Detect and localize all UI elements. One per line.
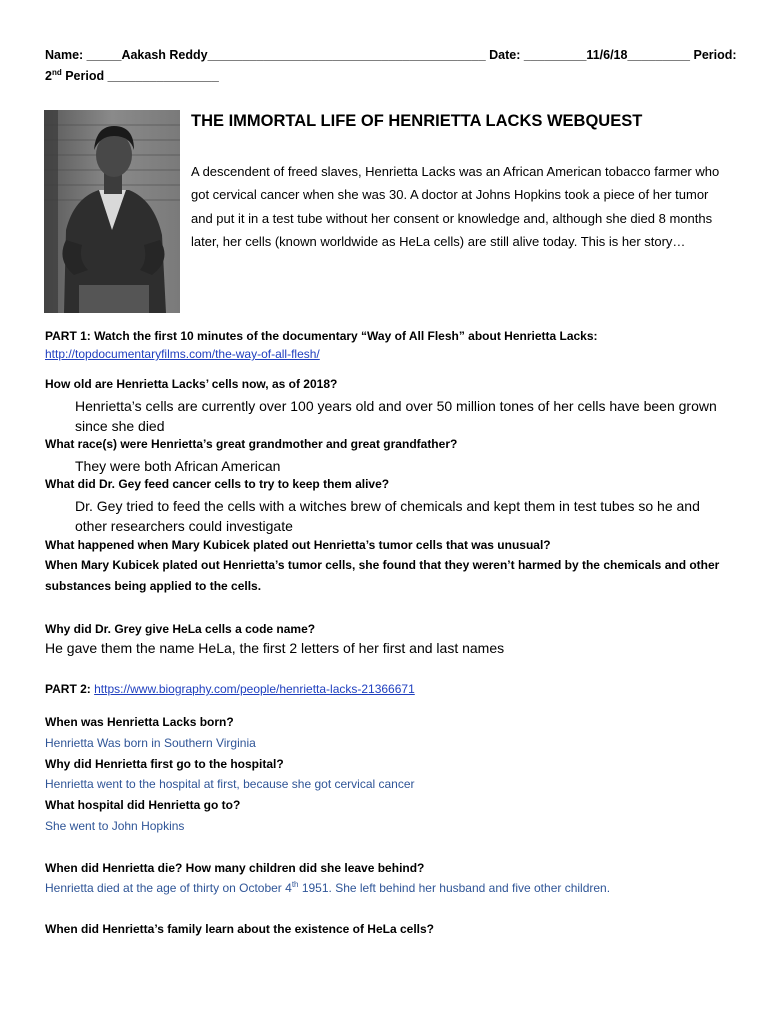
page-title: THE IMMORTAL LIFE OF HENRIETTA LACKS WEBQUEST	[191, 112, 643, 130]
answer-9-part2: 1951. She left behind her husband and five other children.	[298, 881, 611, 895]
part1-link[interactable]: http://topdocumentaryfilms.com/the-way-of-all-flesh/	[45, 347, 320, 361]
question-4: What happened when Mary Kubicek plated out Henrietta’s tumor cells that was unusual?	[45, 538, 551, 552]
question-7: Why did Henrietta first go to the hospital?	[45, 757, 284, 771]
answer-4: When Mary Kubicek plated out Henrietta’s tumor cells, she found that they weren’t harmed by the chemicals and other substances being applied to the cells.	[45, 558, 720, 593]
answer-8: She went to John Hopkins	[45, 819, 185, 833]
answer-2: They were both African American	[75, 458, 281, 474]
answer-7: Henrietta went to the hospital at first, because she got cervical cancer	[45, 777, 415, 791]
part1-text: Watch the first 10 minutes of the documentary “Way of All Flesh” about Henrietta Lacks:	[90, 329, 598, 343]
question-3: What did Dr. Gey feed cancer cells to try to keep them alive?	[45, 477, 390, 491]
question-10: When did Henrietta’s family learn about the existence of HeLa cells?	[45, 922, 434, 936]
question-1: How old are Henrietta Lacks’ cells now, as of 2018?	[45, 377, 338, 391]
intro-paragraph: A descendent of freed slaves, Henrietta Lacks was an African American tobacco farmer who got cervical cancer when she was 30. A doctor at Johns Hopkins took a piece of her tumor and put it in a test tube without her consent or knowledge and, although she died 8 months later, her cells (known worldwide as HeLa cells) are still alive today. This is her story…	[191, 164, 720, 250]
answer-1: Henrietta’s cells are currently over 100 years old and over 50 million tones of her cells have been grown since she died	[75, 398, 717, 434]
name-date-line: Name: _____Aakash Reddy________________________________________ Date: _________11/6/18_________ Period:	[45, 48, 737, 62]
part2-link[interactable]: https://www.biography.com/people/henrietta-lacks-21366671	[94, 682, 415, 696]
henrietta-lacks-photo	[44, 110, 180, 313]
answer-3: Dr. Gey tried to feed the cells with a witches brew of chemicals and kept them in test tubes so he and other researchers could investigate	[75, 498, 700, 534]
answer-9-part1: Henrietta died at the age of thirty on October 4	[45, 881, 292, 895]
part2-label: PART 2:	[45, 682, 91, 696]
portrait-image	[44, 110, 180, 313]
question-2: What race(s) were Henrietta’s great grandmother and great grandfather?	[45, 437, 458, 451]
question-6: When was Henrietta Lacks born?	[45, 715, 234, 729]
answer-6: Henrietta Was born in Southern Virginia	[45, 736, 256, 750]
part1-instruction	[45, 329, 598, 343]
period-line	[45, 69, 219, 83]
period-suffix: nd	[51, 67, 62, 77]
part2-row	[45, 682, 415, 696]
question-5: Why did Dr. Grey give HeLa cells a code name?	[45, 622, 316, 636]
period-number: 2	[45, 69, 52, 83]
answer-5: He gave them the name HeLa, the first 2 letters of her first and last names	[45, 640, 505, 656]
question-8: What hospital did Henrietta go to?	[45, 798, 241, 812]
question-9: When did Henrietta die? How many children did she leave behind?	[45, 861, 425, 875]
part1-link-row	[45, 347, 320, 361]
answer-9	[45, 881, 610, 895]
period-blank: Period ________________	[61, 69, 219, 83]
answer-9-sup: th	[291, 880, 299, 889]
part1-label: PART 1:	[45, 329, 91, 343]
